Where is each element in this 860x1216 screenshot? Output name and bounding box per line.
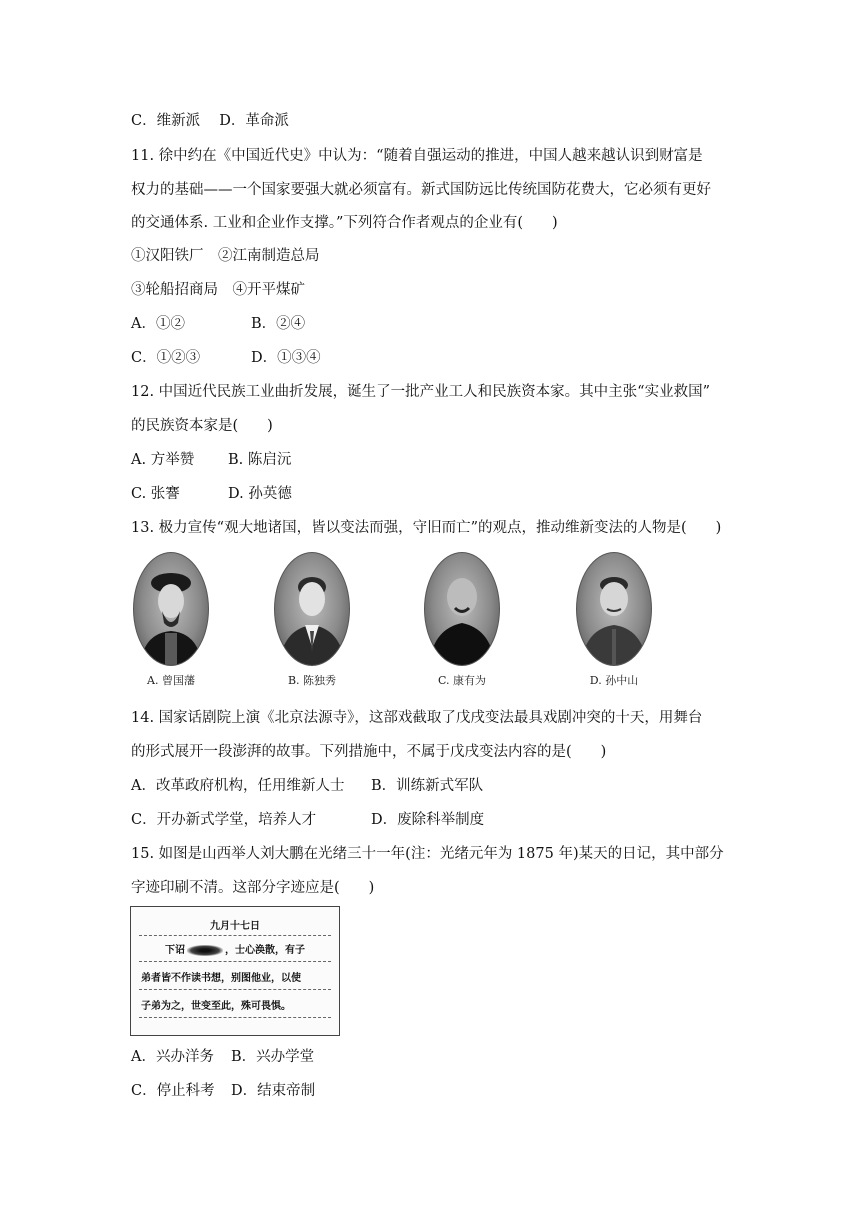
q11-stem-line1: 11. 徐中约在《中国近代史》中认为：“随着自强运动的推进，中国人越来越认识到财富是 — [131, 148, 703, 164]
q15-option-d[interactable]: D．结束帝制 — [231, 1083, 316, 1099]
q15-option-b[interactable]: B．兴办学堂 — [231, 1049, 315, 1065]
diary-excerpt-image — [130, 906, 340, 1036]
q15-stem-line2: 字迹印刷不清。这部分字迹应是( ) — [131, 880, 375, 896]
portrait-caption-c: C. 康有为 — [437, 674, 487, 687]
portrait-option-b[interactable] — [252, 552, 372, 692]
portrait-kang-youwei-image — [424, 552, 500, 666]
q11-option-c[interactable]: C．①②③ — [131, 350, 201, 366]
q12-options-ab — [131, 450, 741, 470]
q13-stem: 13. 极力宣传“观大地诸国，皆以变法而强，守旧而亡”的观点，推动维新变法的人物是( ) — [131, 520, 722, 536]
portrait-sun-yatsen-image — [576, 552, 652, 666]
q11-options-ab — [131, 314, 741, 334]
diary-row-3: 子弟为之，世变至此，殊可畏惧。 — [141, 1001, 291, 1012]
q11-items-1-2: ①汉阳铁厂 ②江南制造总局 — [131, 248, 320, 264]
portrait-option-d[interactable] — [554, 552, 674, 692]
diary-divider — [139, 961, 331, 962]
portrait-caption-d: D. 孙中山 — [589, 674, 639, 687]
q15-option-c[interactable]: C．停止科考 — [131, 1083, 215, 1099]
q11-options-cd — [131, 348, 741, 368]
q14-option-a[interactable]: A．改革政府机构，任用维新人士 — [131, 778, 345, 794]
q14-option-d[interactable]: D．废除科举制度 — [371, 812, 485, 828]
q12-option-d[interactable]: D. 孙英德 — [228, 486, 292, 502]
portrait-caption-a: A. 曾国藩 — [147, 674, 195, 687]
q11-option-b[interactable]: B．②④ — [251, 316, 306, 332]
q12-stem-line2: 的民族资本家是( ) — [131, 418, 273, 434]
q12-option-a[interactable]: A. 方举赞 — [131, 452, 195, 468]
q15-option-a[interactable]: A．兴办洋务 — [131, 1049, 214, 1065]
diary-row-2: 弟者皆不作读书想，别图他业，以使 — [141, 973, 301, 984]
diary-row-1-post: ，士心涣散，有子 — [225, 945, 305, 956]
portrait-chen-duxiu-image — [274, 552, 350, 666]
q14-option-b[interactable]: B．训练新式军队 — [371, 778, 484, 794]
q12-option-c[interactable]: C. 张謇 — [131, 486, 180, 502]
q14-options-cd — [131, 810, 741, 830]
portrait-caption-b: B. 陈独秀 — [287, 674, 337, 687]
diary-divider — [139, 989, 331, 990]
diary-date-title: 九月十七日 — [210, 921, 260, 932]
portrait-zeng-guofan-image — [133, 552, 209, 666]
q12-options-cd — [131, 484, 741, 504]
portrait-option-a[interactable] — [111, 552, 231, 692]
portrait-option-c[interactable] — [402, 552, 522, 692]
diary-row-1 — [141, 941, 353, 956]
q14-stem-line2: 的形式展开一段澎湃的故事。下列措施中，不属于戊戌变法内容的是( ) — [131, 744, 607, 760]
diary-row-1-pre: 下诏 — [165, 945, 185, 956]
q14-options-ab — [131, 776, 741, 796]
diary-divider — [139, 935, 331, 936]
q15-options-ab — [131, 1047, 741, 1067]
q11-option-d[interactable]: D．①③④ — [251, 350, 321, 366]
q12-stem-line1: 12. 中国近代民族工业曲折发展，诞生了一批产业工人和民族资本家。其中主张“实业救国” — [131, 384, 710, 400]
q15-stem-line1: 15. 如图是山西举人刘大鹏在光绪三十一年(注：光绪元年为 1875 年)某天的日记，其中部分 — [131, 846, 724, 862]
q11-items-3-4: ③轮船招商局 ④开平煤矿 — [131, 282, 305, 298]
q15-options-cd — [131, 1081, 741, 1101]
q11-stem-line3: 的交通体系. 工业和企业作支撑。”下列符合作者观点的企业有( ) — [131, 215, 558, 231]
q14-stem-line1: 14. 国家话剧院上演《北京法源寺》，这部戏截取了戊戌变法最具戏剧冲突的十天，用舞台 — [131, 710, 703, 726]
q14-option-c[interactable]: C．开办新式学堂，培养人才 — [131, 812, 317, 828]
q13-portrait-options — [131, 552, 731, 692]
q11-stem-line2: 权力的基础——一个国家要强大就必须富有。新式国防远比传统国防花费大，它必须有更好 — [131, 182, 711, 198]
q12-option-b[interactable]: B. 陈启沅 — [228, 452, 292, 468]
q10-options-cd: C．维新派 D．革命派 — [131, 113, 289, 129]
diary-divider — [139, 1017, 331, 1018]
q11-option-a[interactable]: A．①② — [131, 316, 185, 332]
blurred-text-smudge — [187, 945, 223, 956]
